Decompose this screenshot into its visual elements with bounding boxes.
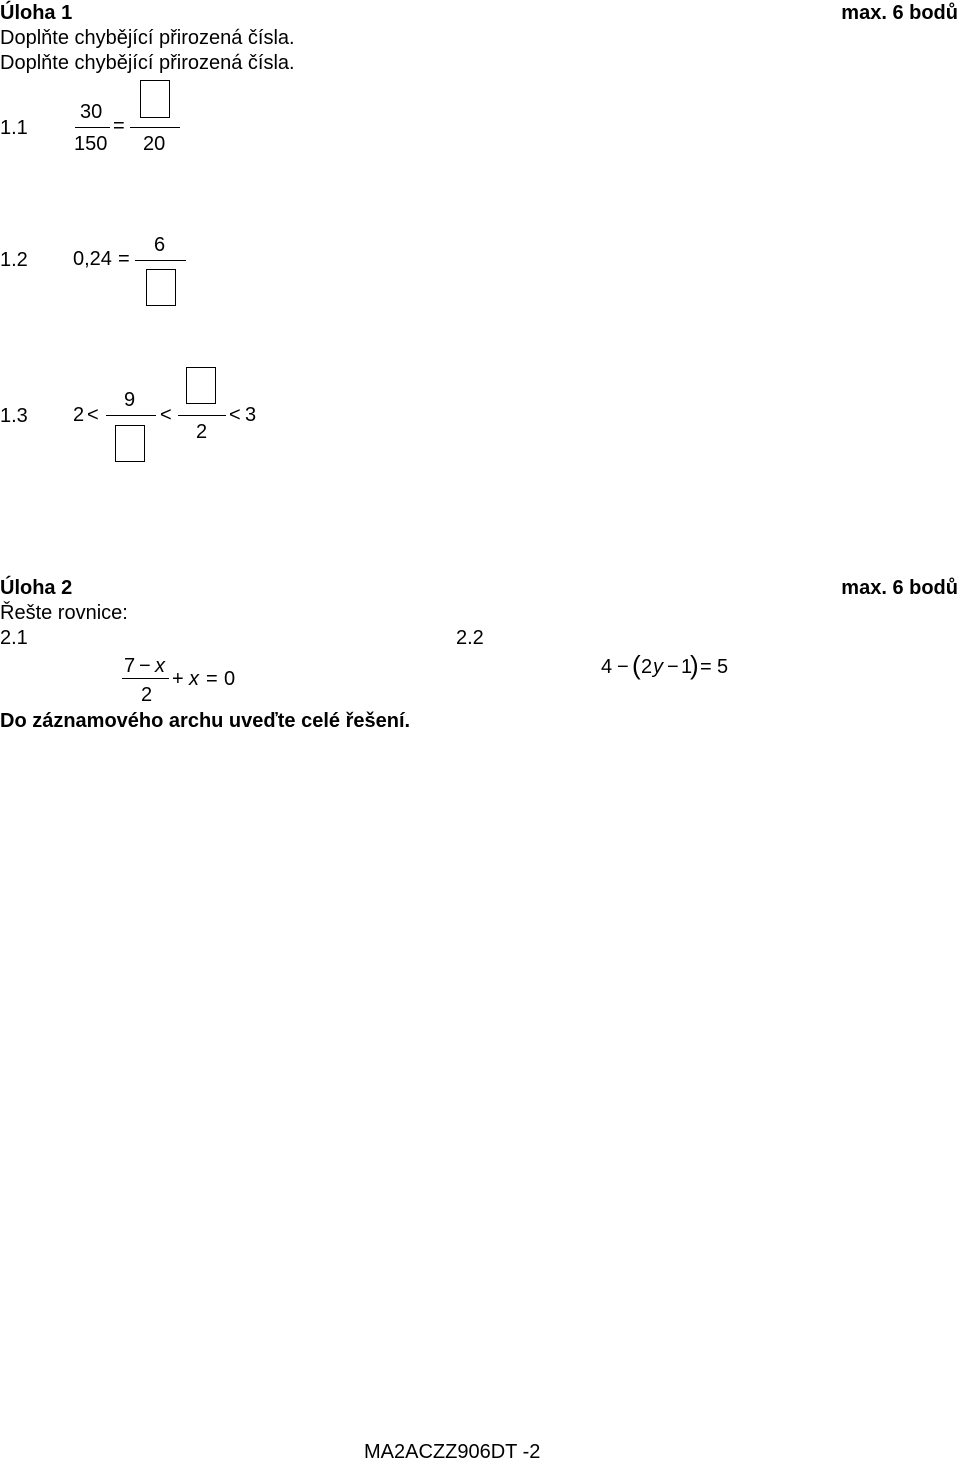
- plus-sign: +: [172, 668, 184, 690]
- number: 4: [601, 656, 613, 678]
- fraction-denominator: 20: [143, 133, 166, 155]
- rhs-value: 0: [224, 668, 236, 690]
- fraction-bar: [178, 415, 226, 416]
- fraction-denominator: 2: [196, 421, 208, 443]
- fraction-numerator: 9: [124, 389, 136, 411]
- fraction-bar: [135, 260, 186, 261]
- right-paren: ): [690, 650, 699, 680]
- rhs-value: 5: [717, 656, 729, 678]
- task2-instruction: Řešte rovnice:: [0, 602, 128, 624]
- minus-sign: −: [667, 656, 679, 678]
- task1-instruction-repeat: Doplňte chybějící přirozená čísla.: [0, 52, 295, 74]
- left-paren: (: [632, 650, 641, 680]
- variable-y: y: [653, 656, 663, 678]
- task1-instruction: Doplňte chybějící přirozená čísla.: [0, 27, 295, 49]
- number: 2: [73, 404, 85, 426]
- fraction-bar: [130, 127, 180, 128]
- task2-note: Do záznamového archu uveďte celé řešení.: [0, 710, 411, 732]
- task2-points: max. 6 bodů: [841, 577, 958, 599]
- answer-box[interactable]: [186, 367, 216, 404]
- task1-points: max. 6 bodů: [841, 2, 958, 24]
- less-than-sign: <: [87, 404, 99, 426]
- answer-box[interactable]: [140, 80, 170, 118]
- equals-sign: =: [700, 656, 712, 678]
- variable-x: x: [155, 655, 165, 677]
- equals-sign: =: [113, 115, 125, 137]
- fraction-bar: [75, 127, 110, 128]
- page-footer-code: MA2ACZZ906DT -2: [364, 1441, 541, 1463]
- exercise-label: 2.1: [0, 627, 28, 649]
- answer-box[interactable]: [115, 425, 145, 462]
- exercise-label: 1.3: [0, 405, 28, 427]
- number: 3: [245, 404, 257, 426]
- task2-title: Úloha 2: [0, 577, 73, 599]
- fraction-bar: [122, 678, 169, 679]
- equals-sign: =: [118, 248, 130, 270]
- exercise-label: 2.2: [456, 627, 484, 649]
- variable-x: x: [189, 668, 199, 690]
- minus-sign: −: [617, 656, 629, 678]
- exercise-label: 1.1: [0, 117, 28, 139]
- fraction-numerator: 6: [154, 234, 166, 256]
- fraction-denominator: 150: [74, 133, 108, 155]
- answer-box[interactable]: [146, 269, 176, 306]
- fraction-bar: [106, 415, 156, 416]
- less-than-sign: <: [160, 404, 172, 426]
- exercise-label: 1.2: [0, 249, 28, 271]
- equals-sign: =: [206, 668, 218, 690]
- coefficient: 2: [641, 656, 653, 678]
- fraction-denominator: 2: [141, 684, 153, 706]
- less-than-sign: <: [229, 404, 241, 426]
- minus-sign: −: [139, 655, 151, 677]
- decimal-value: 0,24: [73, 248, 112, 270]
- numerator-number: 7: [124, 655, 136, 677]
- fraction-numerator: 30: [80, 101, 103, 123]
- number: 1: [681, 656, 693, 678]
- task1-title: Úloha 1: [0, 2, 73, 24]
